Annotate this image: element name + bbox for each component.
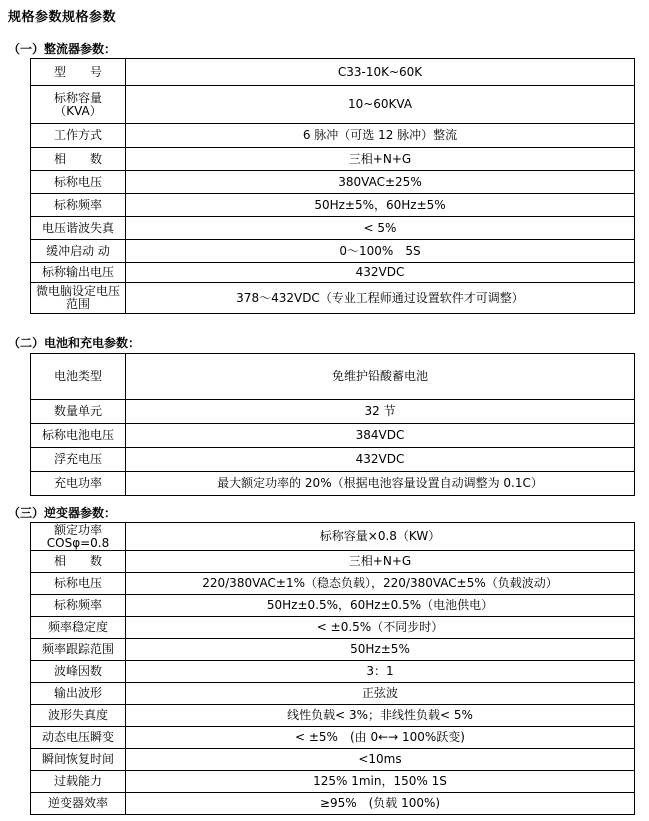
table-row (31, 573, 635, 595)
table-row (31, 148, 635, 171)
row-label: 型 号 (31, 59, 126, 86)
table-row (31, 263, 635, 283)
row-label: 频率跟踪范围 (31, 639, 126, 661)
row-value: 50Hz±0.5%，60Hz±0.5%（电池供电） (126, 595, 635, 617)
row-value: 3：1 (126, 661, 635, 683)
section-heading-inverter: （三）逆变器参数： (8, 506, 117, 520)
row-value: 125% 1min，150% 1S (126, 771, 635, 793)
table-row (31, 639, 635, 661)
table-row (31, 661, 635, 683)
row-value: <10ms (126, 749, 635, 771)
row-label: 波形失真度 (31, 705, 126, 727)
row-value: 32 节 (126, 400, 635, 424)
row-value: 免维护铅酸蓄电池 (126, 354, 635, 400)
rectifier-spec-table (30, 58, 635, 314)
row-label: 输出波形 (31, 683, 126, 705)
table-row (31, 523, 635, 551)
table-row (31, 551, 635, 573)
battery-spec-table (30, 353, 635, 496)
row-label: 频率稳定度 (31, 617, 126, 639)
row-label: 浮充电压 (31, 448, 126, 472)
row-label: 标称容量（KVA） (31, 86, 126, 124)
row-value: < ±5% (由 0←→ 100%跃变) (126, 727, 635, 749)
row-label: 缓冲启动 动 (31, 240, 126, 263)
row-label: 动态电压瞬变 (31, 727, 126, 749)
row-label: 工作方式 (31, 124, 126, 148)
table-row (31, 124, 635, 148)
row-value: C33-10K~60K (126, 59, 635, 86)
row-value: 标称容量×0.8（KW） (126, 523, 635, 551)
row-label: 数量单元 (31, 400, 126, 424)
row-label: 标称电压 (31, 171, 126, 194)
table-row (31, 424, 635, 448)
row-label: 标称频率 (31, 194, 126, 217)
table-row (31, 705, 635, 727)
row-label: 电池类型 (31, 354, 126, 400)
row-value: 正弦波 (126, 683, 635, 705)
table-row (31, 400, 635, 424)
table-row (31, 217, 635, 240)
table-row (31, 793, 635, 815)
table-row (31, 595, 635, 617)
row-label: 电压谐波失真 (31, 217, 126, 240)
row-value: 线性负载< 3%；非线性负载< 5% (126, 705, 635, 727)
inverter-spec-table (30, 522, 635, 815)
table-row (31, 283, 635, 314)
table-row (31, 617, 635, 639)
row-value: < 5% (126, 217, 635, 240)
row-label: 标称电压 (31, 573, 126, 595)
row-value: 380VAC±25% (126, 171, 635, 194)
row-value: 最大额定功率的 20%（根据电池容量设置自动调整为 0.1C） (126, 472, 635, 496)
table-row (31, 171, 635, 194)
table-row (31, 59, 635, 86)
row-value: < ±0.5%（不同步时） (126, 617, 635, 639)
row-value: 432VDC (126, 263, 635, 283)
row-value: 三相+N+G (126, 551, 635, 573)
section-heading-battery: （二）电池和充电参数： (8, 336, 141, 350)
row-value: 384VDC (126, 424, 635, 448)
row-label: 相 数 (31, 148, 126, 171)
table-row (31, 354, 635, 400)
row-value: 432VDC (126, 448, 635, 472)
table-row (31, 771, 635, 793)
table-row (31, 194, 635, 217)
row-value: ≥95% (负载 100%) (126, 793, 635, 815)
table-row (31, 86, 635, 124)
row-label: 过载能力 (31, 771, 126, 793)
table-row (31, 448, 635, 472)
row-value: 220/380VAC±1%（稳态负载），220/380VAC±5%（负载波动） (126, 573, 635, 595)
row-value: 三相+N+G (126, 148, 635, 171)
row-label: 标称电池电压 (31, 424, 126, 448)
row-label: 额定功率COSφ=0.8 (31, 523, 126, 551)
page-title: 规格参数规格参数 (8, 10, 117, 25)
row-label: 标称输出电压 (31, 263, 126, 283)
row-label: 充电功率 (31, 472, 126, 496)
row-label: 微电脑设定电压范围 (31, 283, 126, 314)
section-heading-rectifier: （一）整流器参数： (8, 42, 117, 56)
row-value: 50Hz±5% (126, 639, 635, 661)
row-value: 378～432VDC（专业工程师通过设置软件才可调整） (126, 283, 635, 314)
row-value: 6 脉冲（可选 12 脉冲）整流 (126, 124, 635, 148)
row-label: 标称频率 (31, 595, 126, 617)
row-value: 50Hz±5%，60Hz±5% (126, 194, 635, 217)
row-value: 0～100% 5S (126, 240, 635, 263)
row-label: 瞬间恢复时间 (31, 749, 126, 771)
row-label: 波峰因数 (31, 661, 126, 683)
row-value: 10~60KVA (126, 86, 635, 124)
table-row (31, 749, 635, 771)
table-row (31, 472, 635, 496)
table-row (31, 240, 635, 263)
table-row (31, 683, 635, 705)
table-row (31, 727, 635, 749)
row-label: 逆变器效率 (31, 793, 126, 815)
row-label: 相 数 (31, 551, 126, 573)
